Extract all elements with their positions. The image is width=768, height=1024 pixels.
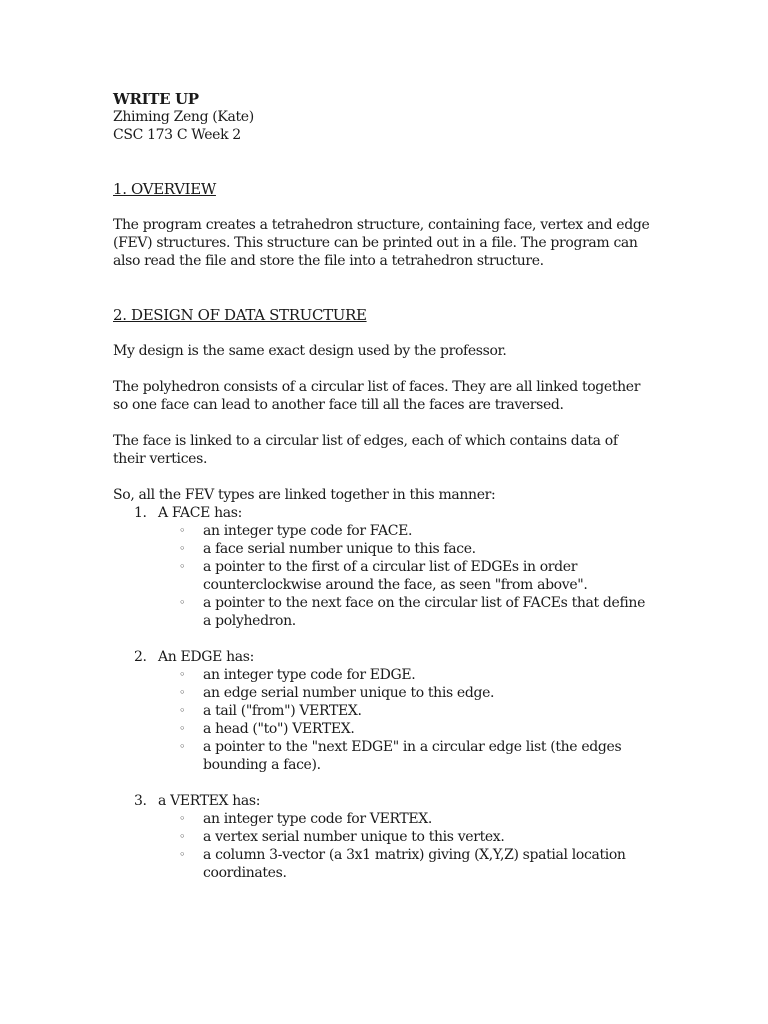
face-props-list (113, 522, 653, 630)
document-title: WRITE UP (113, 90, 199, 108)
section-heading-design: 2. DESIGN OF DATA STRUCTURE (113, 306, 367, 324)
bullet-icon: ◦ (179, 524, 186, 537)
bullet-icon: ◦ (179, 812, 186, 825)
list-item: ◦ a tail ("from") VERTEX. (179, 703, 362, 719)
list-item: ◦ a pointer to the next face on the circular list of FACEs that define a polyhedron. (179, 595, 646, 629)
bullet-icon: ◦ (179, 848, 186, 861)
bullet-icon: ◦ (179, 722, 186, 735)
document-page (113, 90, 653, 882)
edge-props-list (113, 666, 653, 774)
list-item: ◦ a pointer to the first of a circular list of EDGEs in order counterclockwise around the face, as seen "from above". (179, 559, 588, 593)
fev-type-list (113, 504, 653, 882)
bullet-icon: ◦ (179, 560, 186, 573)
bullet-icon: ◦ (179, 596, 186, 609)
list-item: ◦ a pointer to the "next EDGE" in a circular edge list (the edges bounding a face). (179, 739, 622, 773)
design-paragraph-4: So, all the FEV types are linked together in this manner: (113, 487, 496, 503)
author-name: Zhiming Zeng (Kate) (113, 109, 254, 125)
vertex-props-list (113, 810, 653, 882)
bullet-icon: ◦ (179, 740, 186, 753)
fev-item-label: An EDGE has: (158, 649, 254, 665)
fev-item-number: 2. (134, 649, 147, 665)
bullet-icon: ◦ (179, 686, 186, 699)
list-item: ◦ a vertex serial number unique to this vertex. (179, 829, 505, 845)
fev-item-face (113, 504, 653, 648)
fev-item-vertex (113, 792, 653, 882)
course-label: CSC 173 C Week 2 (113, 127, 241, 143)
overview-paragraph: The program creates a tetrahedron structure, containing face, vertex and edge (FEV) structures. This structure can be printed out in a file. The program can also read the file and store the file into a tetrahedron structure. (113, 217, 650, 269)
design-paragraph-2: The polyhedron consists of a circular list of faces. They are all linked together so one face can lead to another face till all the faces are traversed. (113, 379, 641, 413)
list-item: ◦ a column 3-vector (a 3x1 matrix) giving (X,Y,Z) spatial location coordinates. (179, 847, 626, 881)
section-heading-overview: 1. OVERVIEW (113, 180, 216, 198)
bullet-icon: ◦ (179, 542, 186, 555)
design-paragraph-3: The face is linked to a circular list of edges, each of which contains data of their vertices. (113, 433, 618, 467)
bullet-icon: ◦ (179, 668, 186, 681)
fev-item-edge (113, 648, 653, 792)
list-item: ◦ an integer type code for FACE. (179, 523, 413, 539)
bullet-icon: ◦ (179, 830, 186, 843)
design-paragraph-1: My design is the same exact design used by the professor. (113, 343, 507, 359)
list-item: ◦ an integer type code for VERTEX. (179, 811, 432, 827)
fev-item-number: 3. (134, 793, 147, 809)
list-item: ◦ an edge serial number unique to this edge. (179, 685, 495, 701)
fev-item-label: A FACE has: (158, 505, 242, 521)
list-item: ◦ a face serial number unique to this face. (179, 541, 476, 557)
list-item: ◦ an integer type code for EDGE. (179, 667, 416, 683)
fev-item-label: a VERTEX has: (158, 793, 261, 809)
bullet-icon: ◦ (179, 704, 186, 717)
list-item: ◦ a head ("to") VERTEX. (179, 721, 355, 737)
fev-item-number: 1. (134, 505, 147, 521)
